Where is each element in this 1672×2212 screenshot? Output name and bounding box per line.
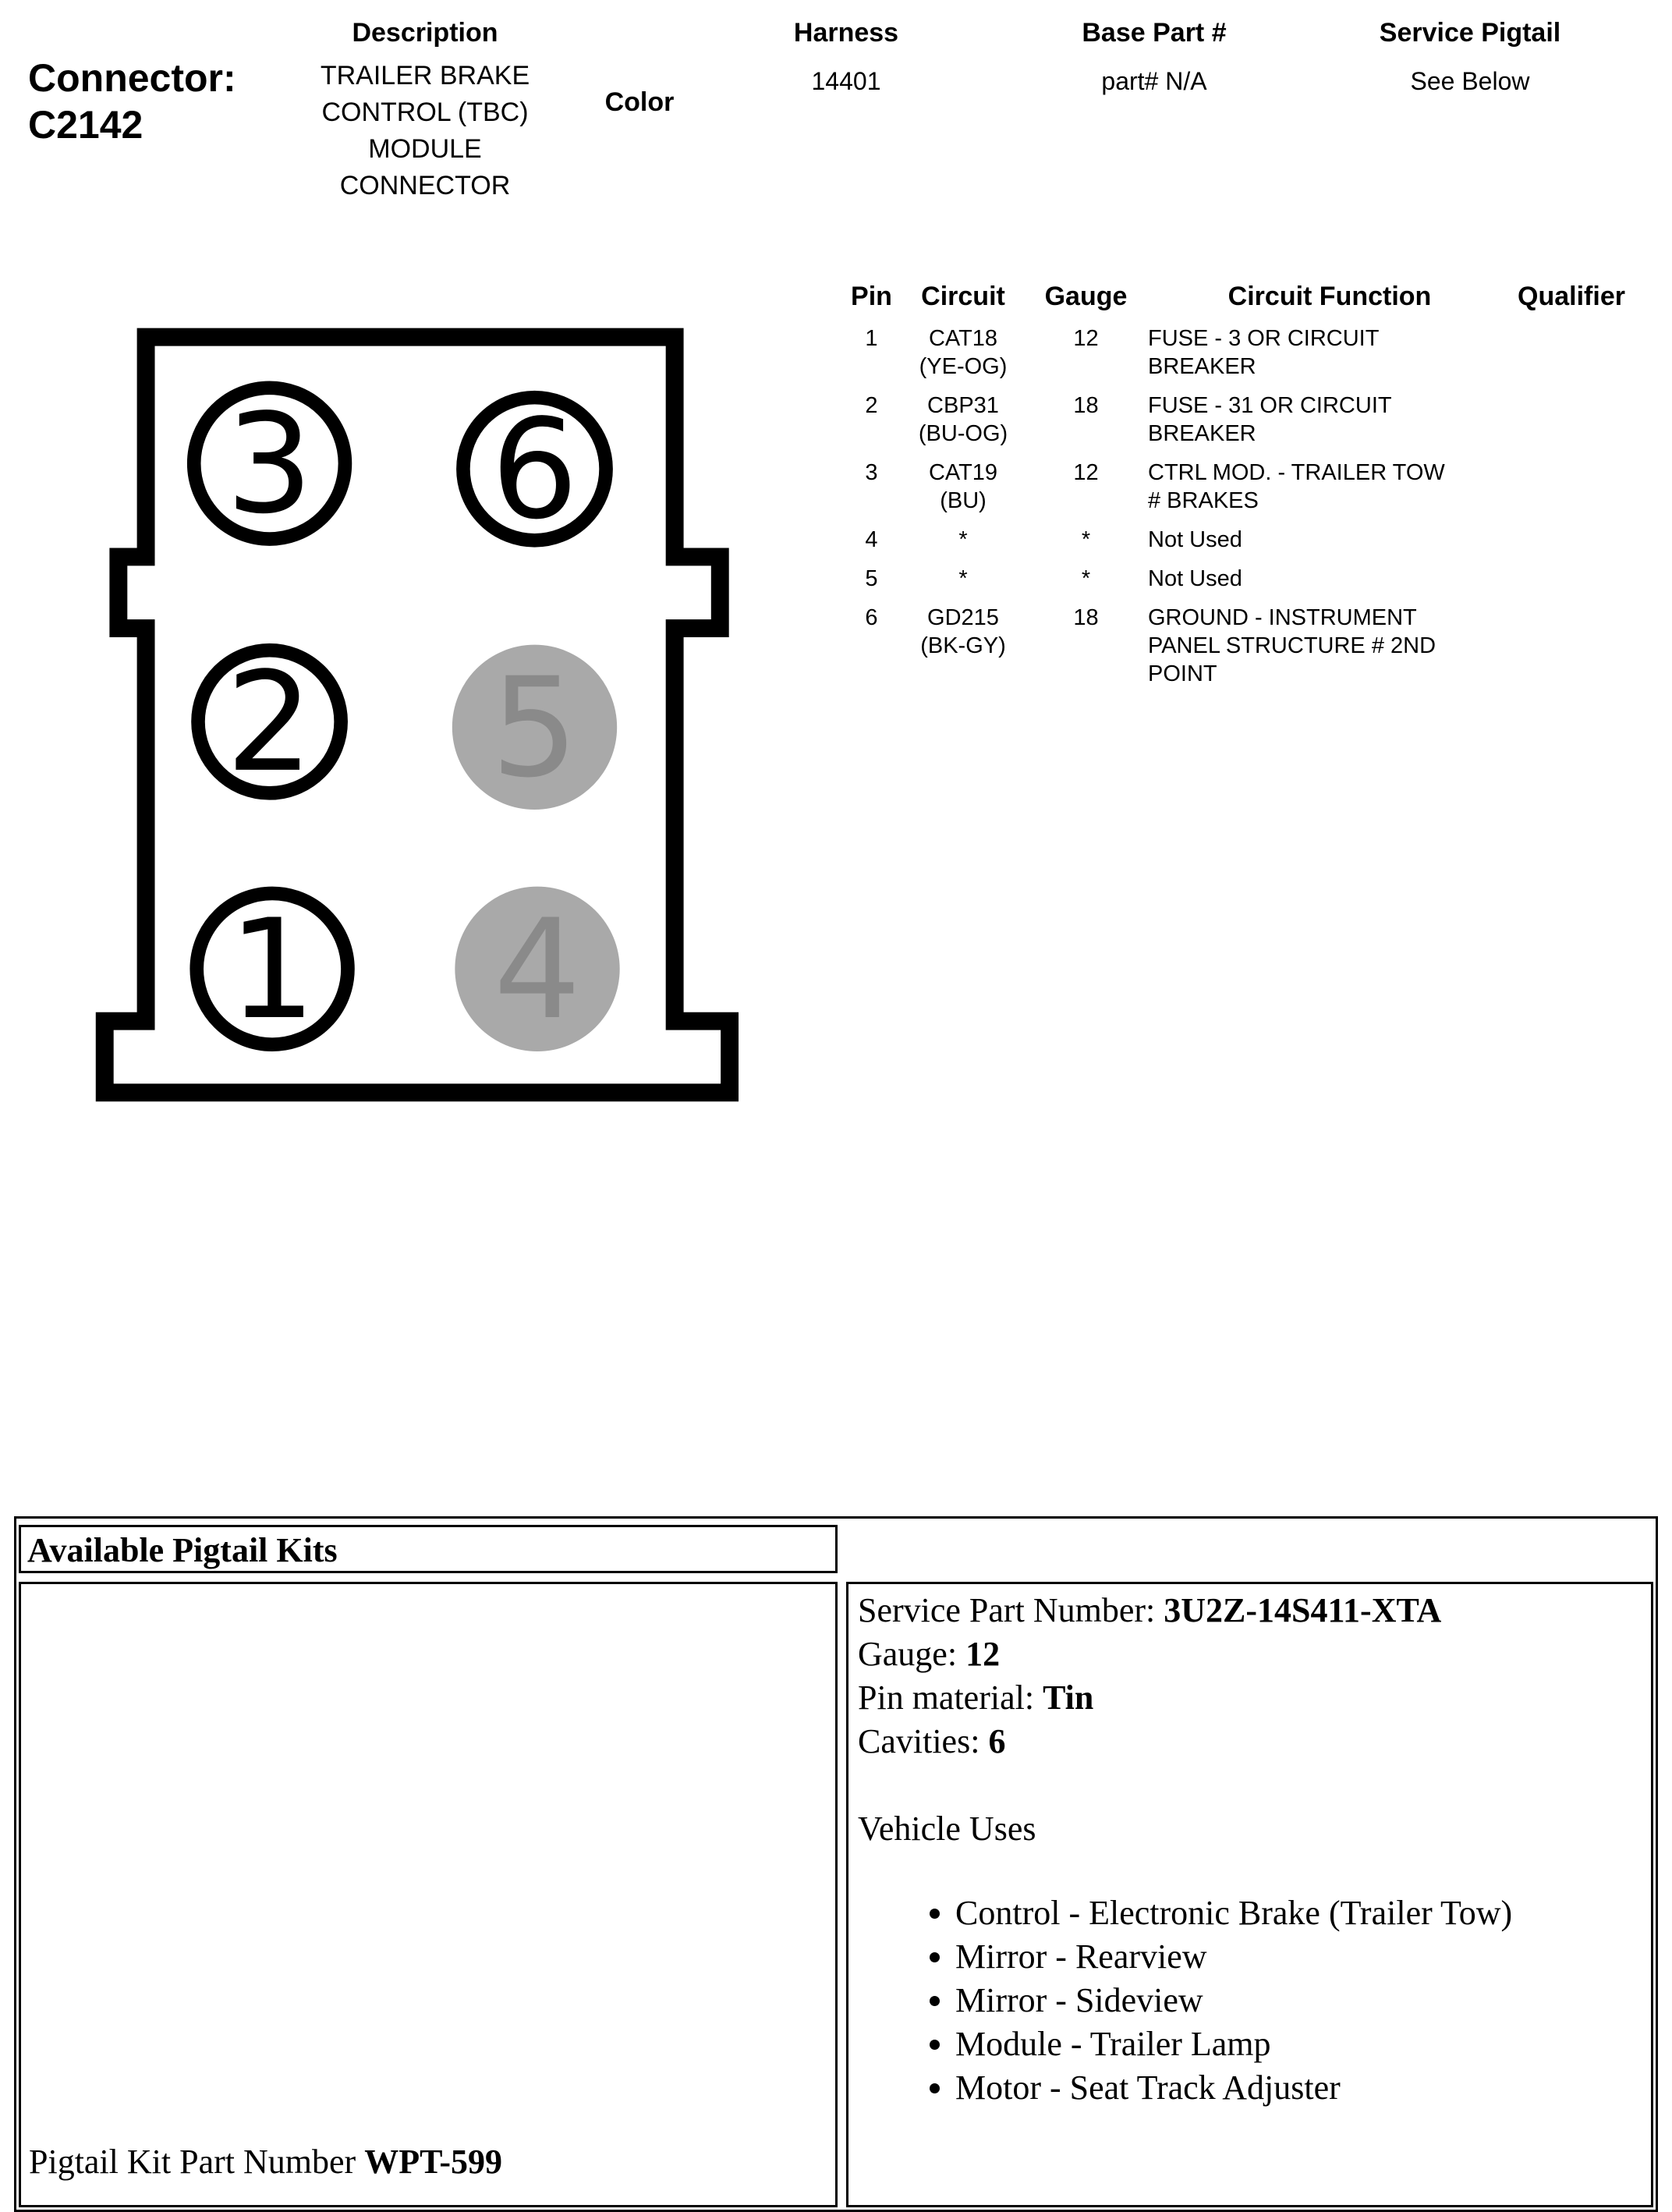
function-line: GROUND - INSTRUMENT [1148,605,1417,630]
circuit-cell [901,565,1026,593]
cavities-line [858,1720,1642,1764]
qualifier-cell [1513,604,1630,688]
qualifier-cell [1513,565,1630,593]
circuit-cell [901,324,1026,381]
cavities-value: 6 [988,1722,1006,1760]
function-line: # BRAKES [1148,488,1259,513]
vehicle-use-item: • Mirror - Rearview [955,1935,1642,1979]
description-header: Description [352,18,498,48]
pin-table [842,281,1630,699]
qualifier-cell [1513,459,1630,515]
pin-cell: 2 [865,393,878,418]
gauge-cell: 12 [1073,460,1099,485]
available-pigtail-kits-box [14,1516,1658,2212]
function-line: PANEL STRUCTURE # 2ND [1148,633,1436,658]
circuit-cell [901,459,1026,515]
pin-cell: 6 [865,605,878,630]
pin-number-3: 3 [225,384,314,544]
vehicle-use-item: • Module - Trailer Lamp [955,2022,1642,2066]
function-line: Not Used [1148,566,1242,591]
pin-table-row [842,392,1630,448]
function-cell [1146,459,1513,515]
connector-label: Connector: [28,56,236,100]
gauge-label: Gauge: [858,1635,966,1673]
function-cell [1146,324,1513,381]
pin-table-row [842,459,1630,515]
col-header-circuit: Circuit [921,282,1005,311]
pin-cell: 3 [865,460,878,485]
vehicle-use-item: • Motor - Seat Track Adjuster [955,2066,1642,2110]
pin-table-row [842,324,1630,381]
service-pigtail-column [1361,17,1579,97]
kit-part-label: Pigtail Kit Part Number [29,2143,365,2181]
circuit-line: (BK-GY) [920,633,1006,658]
function-line: CTRL MOD. - TRAILER TOW [1148,460,1445,485]
function-line: Not Used [1148,527,1242,552]
pigtail-kits-title-cell [19,1525,838,1573]
pin-material-line [858,1676,1642,1720]
pin-material-label: Pin material: [858,1678,1043,1717]
vehicle-uses-list [858,1891,1642,2110]
pin-cell: 1 [865,326,878,351]
cavities-label: Cavities: [858,1722,989,1760]
circuit-line: CAT19 [928,460,998,485]
pigtail-kit-part-number-line [29,2142,502,2182]
pin-number-2: 2 [225,642,314,803]
pin-table-row [842,526,1630,554]
function-cell [1146,392,1513,448]
harness-value: 14401 [811,67,881,95]
gauge-cell: * [1081,527,1091,552]
base-part-column [1057,17,1252,97]
function-cell [1146,565,1513,593]
qualifier-cell [1513,526,1630,554]
vehicle-uses-title: Vehicle Uses [858,1810,1036,1848]
circuit-line: GD215 [927,605,999,630]
function-line: BREAKER [1148,421,1256,446]
description-line: CONTROL (TBC) [321,97,529,127]
pin-number-1: 1 [228,889,317,1050]
service-part-label: Service Part Number: [858,1591,1164,1629]
description-line: TRAILER BRAKE [320,61,530,90]
service-pigtail-value: See Below [1410,67,1530,95]
circuit-cell [901,526,1026,554]
circuit-line: CBP31 [927,393,999,418]
gauge-line [858,1632,1642,1676]
pin-table-row [842,604,1630,688]
pin-number-5: 5 [491,647,579,808]
color-header: Color [604,87,675,117]
connector-face-diagram [77,321,779,1115]
base-part-header: Base Part # [1082,18,1227,48]
vehicle-use-item: • Control - Electronic Brake (Trailer Tow) [955,1891,1642,1935]
col-header-pin: Pin [851,282,892,311]
qualifier-cell [1513,392,1630,448]
service-part-cell [846,1582,1653,2207]
connector-id: C2142 [28,103,143,147]
circuit-line: CAT18 [928,326,998,351]
pin-table-header-row [842,281,1630,312]
circuit-line: (BU-OG) [918,421,1008,446]
col-header-gauge: Gauge [1044,282,1128,311]
gauge-cell: 12 [1073,326,1099,351]
circuit-line: (YE-OG) [919,354,1008,379]
harness-header: Harness [793,18,899,48]
gauge-value: 12 [965,1635,1001,1673]
col-header-circuit-function: Circuit Function [1227,282,1432,311]
pin-cell: 5 [865,566,878,591]
kit-part-value: WPT-599 [364,2143,503,2181]
circuit-cell [901,392,1026,448]
pin-cell: 4 [865,527,878,552]
gauge-cell: * [1081,566,1091,591]
gauge-cell: 18 [1073,393,1099,418]
pin-number-6: 6 [491,389,579,550]
function-cell [1146,526,1513,554]
service-pigtail-header: Service Pigtail [1379,18,1561,48]
circuit-line: (BU) [940,488,987,513]
pin-number-4: 4 [493,889,582,1050]
pin-material-value: Tin [1043,1678,1094,1717]
base-part-value: part# N/A [1101,67,1207,95]
connector-title [28,55,236,148]
function-line: FUSE - 3 OR CIRCUIT [1148,326,1380,351]
pigtail-kits-title: Available Pigtail Kits [27,1531,338,1569]
circuit-cell [901,604,1026,688]
harness-column [764,17,928,97]
function-cell [1146,604,1513,688]
pin-table-row [842,565,1630,593]
description-text [289,58,561,204]
col-header-qualifier: Qualifier [1518,282,1625,311]
gauge-cell: 18 [1073,605,1099,630]
function-line: POINT [1148,661,1217,686]
circuit-line: * [958,566,968,591]
circuit-line: * [958,527,968,552]
description-column [289,17,561,204]
qualifier-cell [1513,324,1630,381]
vehicle-use-item: • Mirror - Sideview [955,1979,1642,2022]
function-line: BREAKER [1148,354,1256,379]
pigtail-kit-cell [19,1582,838,2207]
service-part-value: 3U2Z-14S411-XTA [1164,1591,1442,1629]
description-line: MODULE [368,134,482,164]
function-line: FUSE - 31 OR CIRCUIT [1148,393,1392,418]
service-part-number-line [858,1589,1642,1632]
description-line: CONNECTOR [339,171,511,200]
